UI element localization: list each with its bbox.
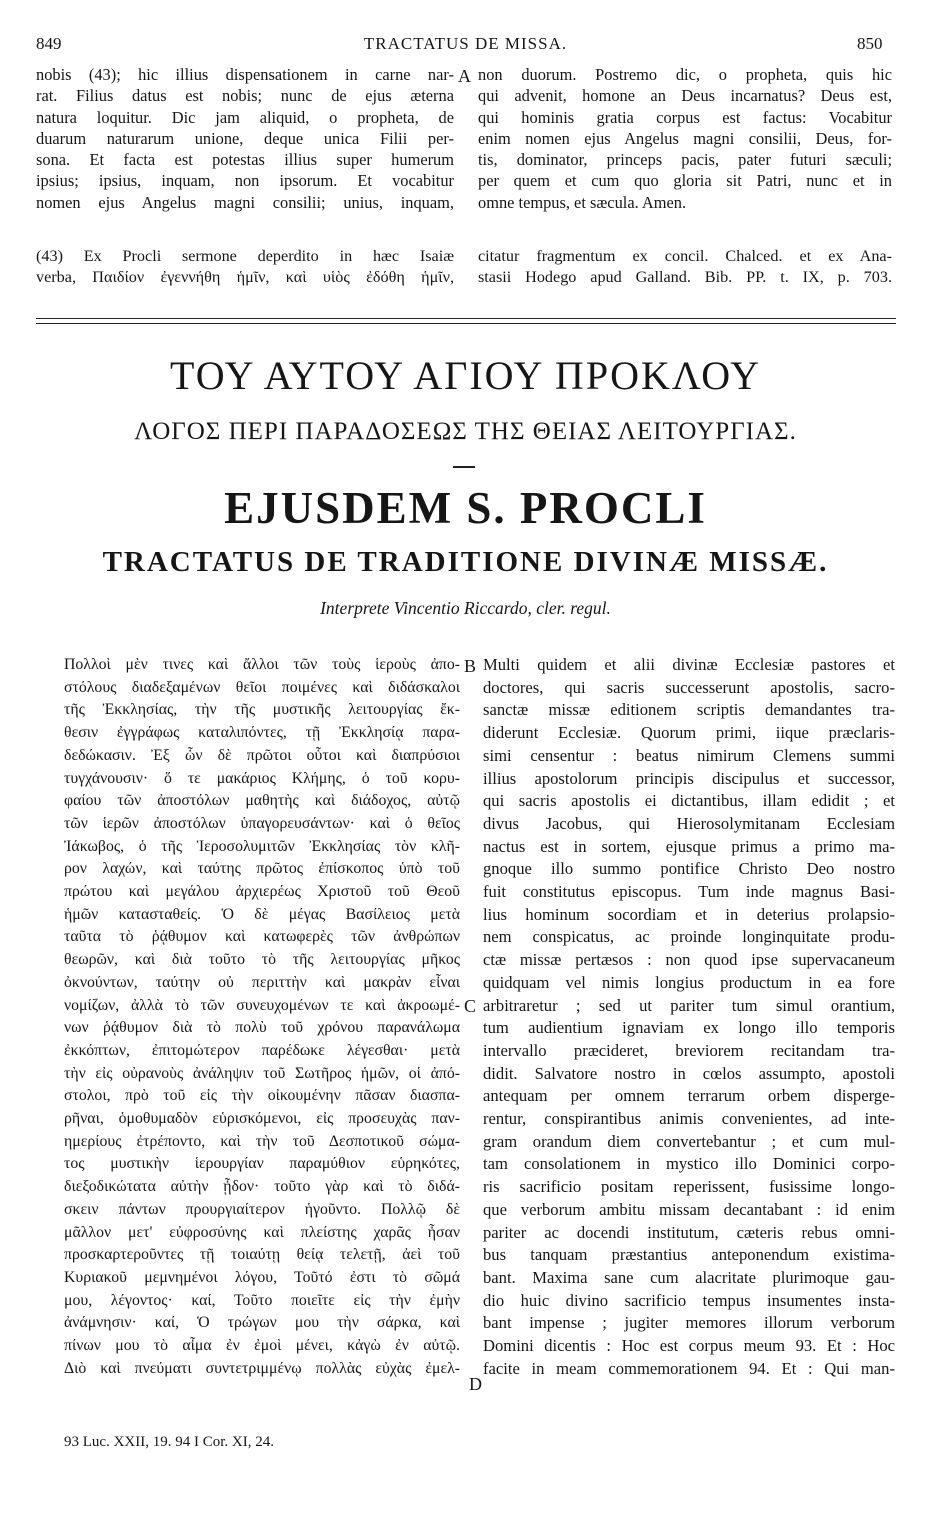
text-line: ρῆναι, ὁμοθυμαδὸν εὑρισκόμενοι, εἰς προσευχὰς παν-: [64, 1110, 460, 1128]
text-line: στολοι, πρὸ τοῦ εἰς τὴν οἰκουμένην πᾶσαν διασπα-: [64, 1087, 460, 1105]
text-line: στόλους διαδεξαμένων θεῖοι ποιμένες καὶ διδάσκαλοι: [64, 678, 460, 696]
top-footnote-left: [36, 246, 454, 288]
page-number-right: 850: [857, 34, 883, 53]
separator-rule: [36, 323, 896, 324]
text-line: que verborum ambitu missam decantabant : id enim: [483, 1199, 895, 1219]
text-line: τῆς Ἐκκλησίας, τὴν τῆς μυστικῆς λειτουργίας ἔκ-: [64, 701, 460, 719]
text-line: διεξοδικώτατα αὐτὴν ᾖδον· τοῦτο γὰρ καὶ τὸ διδά-: [64, 1178, 460, 1196]
latin-column: [483, 654, 895, 1381]
text-line: qui hominis gratia corpus est factus: Vocabitur: [478, 107, 892, 127]
text-line: μου, λέγοντος· καί, Τοῦτο ποιεῖτε εἰς τὴν ἐμὴν: [64, 1291, 460, 1309]
footnote-line: stasii Hodego apud Galland. Bib. PP. t. IX, p. 703.: [478, 268, 892, 286]
text-line: νομίζων, ἀλλὰ τὸ τῶν συνευχομένων τε καὶ ἀκροωμέ-: [64, 996, 460, 1014]
text-line: qui sacris apostolis ei dictantibus, illam edidit ; et: [483, 791, 895, 811]
latin-subtitle: TRACTATUS DE TRADITIONE DIVINÆ MISSÆ.: [102, 546, 829, 578]
text-line: omne tempus, et sæcula. Amen.: [478, 192, 687, 212]
separator-rule: [36, 318, 896, 319]
text-line: ἡμῶν κατασταθείς. Ὁ δὲ μέγας Βασίλειος μετὰ: [64, 905, 460, 923]
text-line: ημερίους ἐτρέποντο, καὶ τὴν τοῦ Δεσποτικοῦ σώμα-: [64, 1132, 460, 1150]
text-line: Διὸ καὶ πνεύματι συντετριμμένῳ πολλὰς εὐχὰς ἐμελ-: [64, 1359, 460, 1377]
text-line: σκειν πάντων προυργιαίτερον ἡγοῦντο. Πολλῷ δὲ: [64, 1200, 460, 1218]
text-line: ἐκκόπτων, ἐπιτομώτερον παρέδωκε λέγεσθαι· μετὰ: [64, 1041, 460, 1059]
text-line: φαίου τῶν ἀποστόλων μαθητὴς καὶ διάδοχος, αὐτῷ: [64, 792, 460, 810]
text-line: enim nomen ejus Angelus magni consilii, Deus, for-: [478, 128, 892, 148]
top-right-column: [478, 64, 892, 213]
text-line: pariter ac docendi institutum, cæteris rebus omni-: [483, 1222, 895, 1242]
text-line: non duorum. Postremo dic, o propheta, quis hic: [478, 65, 892, 84]
text-line: facite in meam commemorationem 94. Et : Qui man-: [483, 1358, 895, 1378]
text-line: θεσιν ἐγγράφως καταλιπόντες, τῇ Ἐκκλησίᾳ παρα-: [64, 724, 460, 742]
text-line: Κυριακοῦ μεμνημένοι λόγου, Τοῦτό ἐστι τὸ σῶμά: [64, 1268, 460, 1286]
margin-letter-a: A: [458, 66, 471, 86]
footnote-line: citatur fragmentum ex concil. Chalced. et ex Ana-: [478, 247, 892, 265]
text-line: δεδώκασιν. Ἐξ ὧν δὲ πρῶτοι οὗτοι καὶ διαπρύσιοι: [64, 746, 460, 764]
text-line: ctæ missæ pertæsos : non quod ipse supervacaneum: [483, 950, 895, 970]
text-line: illius apostolorum principis discipulus et successor,: [483, 768, 895, 788]
text-line: nomen ejus Angelus magni consilii; unius, inquam,: [36, 192, 454, 212]
footnote-line: (43) Ex Procli sermone deperdito in hæc Isaiæ: [36, 247, 454, 265]
text-line: antequam per omnem terrarum orbem disperge-: [483, 1086, 895, 1106]
text-line: duarum naturarum unione, deque unica Filii per-: [36, 128, 454, 148]
text-line: nobis (43); hic illius dispensationem in carne nar-: [36, 65, 454, 84]
text-line: μᾶλλον μετ' εὐφροσύνης καὶ πλείστης χαρᾶς ἦσαν: [64, 1223, 460, 1241]
top-footnote-right: [478, 246, 892, 288]
greek-title: ΤΟΥ ΑΥΤΟΥ ΑΓΙΟΥ ΠΡΟΚΛΟΥ: [170, 353, 761, 398]
text-line: natura loquitur. Dic jam aliquid, o propheta, de: [36, 107, 454, 127]
text-line: diderunt Ecclesiæ. Quorum primi, iique præclaris-: [483, 723, 895, 743]
title-divider: [453, 466, 475, 468]
text-line: ταῦτα τὸ ῥᾴθυμον καὶ κατωφερὲς τῶν ἀνθρώπων: [64, 928, 460, 946]
margin-letter-c: C: [464, 996, 477, 1016]
text-line: nem conspicatus, ac proinde longinquitate produ-: [483, 927, 895, 947]
text-line: divus Jacobus, qui Hierosolymitanam Ecclesiam: [483, 813, 895, 833]
text-line: tam consolationem in mystico illo Dominici corpo-: [483, 1154, 895, 1174]
running-title: TRACTATUS DE MISSA.: [363, 34, 568, 53]
text-line: bant impense ; jugiter memores illorum verborum: [483, 1313, 895, 1333]
text-line: simi censentur : beatus nimirum Clemens summi: [483, 745, 895, 765]
text-line: doctores, qui sacris successerunt apostolis, sacro-: [483, 677, 895, 697]
text-line: sona. Et facta est potestas illius super humerum: [36, 150, 454, 170]
text-line: arbitraretur ; sed ut pariter tum simul orantium,: [483, 995, 895, 1015]
text-line: ipsius; ipsius, inquam, non ipsorum. Et vocabitur: [36, 171, 454, 191]
text-line: τὴν εἰς οὐρανοὺς ἀνάληψιν τοῦ Σωτῆρος ἡμῶν, οἱ ἀπό-: [64, 1064, 460, 1082]
greek-subtitle: ΛΟΓΟΣ ΠΕΡΙ ΠΑΡΑΔΟΣΕΩΣ ΤΗΣ ΘΕΙΑΣ ΛΕΙΤΟΥΡΓΙΑΣ.: [134, 418, 797, 445]
text-line: πρώτου καὶ μεγάλου ἀρχιερέως Χριστοῦ τοῦ Θεοῦ: [64, 883, 460, 901]
margin-letter-d: D: [469, 1374, 482, 1394]
top-left-column: [36, 64, 454, 213]
text-line: πίνων μου τὸ αἷμα ἐν ἐμοὶ μένει, κἀγὼ ἐν αὐτῷ.: [64, 1337, 460, 1355]
text-line: Domini dicentis : Hoc est corpus meum 93. Et : Hoc: [483, 1336, 895, 1356]
text-line: gnoque illo summo pontifice Christo Deo nostro: [483, 859, 895, 879]
text-line: τος μυστικὴν ἱερουργίαν παραμύθιον εὑρηκότες,: [64, 1155, 460, 1173]
bottom-footnote: 93 Luc. XXII, 19. 94 I Cor. XI, 24.: [64, 1434, 274, 1450]
text-line: lius hominum socordiam et in deterius prolapsio-: [483, 904, 895, 924]
text-line: rat. Filius datus est nobis; nunc de ejus æterna: [36, 86, 454, 106]
text-line: tis, dominator, princeps pacis, pater futuri sæculi;: [478, 150, 892, 170]
text-line: nactus est in sortem, ejusque primus a primo ma-: [483, 836, 895, 856]
text-line: bant. Maxima sane cum alacritate plurimoque gau-: [483, 1267, 895, 1287]
text-line: qui advenit, homone an Deus incarnatus? Deus est,: [478, 86, 892, 106]
text-line: Multi quidem et alii divinæ Ecclesiæ pastores et: [483, 655, 895, 674]
interpreter-line: Interprete Vincentio Riccardo, cler. regul.: [320, 598, 611, 618]
text-line: rentur, conspirantibus animis convenientes, ad inte-: [483, 1109, 895, 1129]
text-line: sanctæ missæ editionem scriptis demandantes tra-: [483, 700, 895, 720]
text-line: gram orandum diem convertebantur ; et cum mul-: [483, 1131, 895, 1151]
text-line: τυγχάνουσιν· ὅ τε μακάριος Κλήμης, ὁ τοῦ κορυ-: [64, 769, 460, 787]
text-line: per quem et cum quo gloria sit Patri, nunc et in: [478, 171, 892, 191]
text-line: quidquam vel nimis longius productum in ea fore: [483, 972, 895, 992]
text-line: intervallo præcideret, breviorem recitandam tra-: [483, 1040, 895, 1060]
text-line: θεωρῶν, καὶ διὰ τοῦτο τὸ τῆς λειτουργίας μῆκος: [64, 951, 460, 969]
text-line: τῶν ἱερῶν ἀποστόλων ὑπαγορευσάντων· καὶ ὁ θεῖος: [64, 814, 460, 832]
page-number-left: 849: [36, 34, 62, 53]
text-line: ὀκνούντων, ταύτην οὐ περιττὴν καὶ μακρὰν εἶναι: [64, 973, 460, 991]
text-line: didit. Salvatore nostro in cœlos assumpto, apostoli: [483, 1063, 895, 1083]
text-line: ρον λαχών, καὶ ταύτης πρῶτος ἐπίσκοπος ὑπὸ τοῦ: [64, 860, 460, 878]
greek-column: [64, 654, 460, 1381]
text-line: tum audientium ignaviam ex longo illo temporis: [483, 1018, 895, 1038]
text-line: ris sacrificio positam reperissent, fusissime longo-: [483, 1177, 895, 1197]
text-line: fuit constitutus episcopus. Tum inde magnus Basi-: [483, 882, 895, 902]
text-line: Πολλοὶ μὲν τινες καὶ ἄλλοι τῶν τοὺς ἱεροὺς ἀπο-: [64, 656, 460, 673]
footnote-line: verba, Παιδίον ἐγεννήθη ἡμῖν, καὶ υἱὸς ἐδόθη ἡμῖν,: [36, 268, 454, 286]
text-line: προσκαρτεροῦντες τῇ τοιαύτῃ θείᾳ τελετῇ, ἀεὶ τοῦ: [64, 1246, 460, 1264]
text-line: dio huic divino sacrificio tempus insumentes insta-: [483, 1290, 895, 1310]
text-line: Ἰάκωβος, ὁ τῆς Ἱεροσολυμιτῶν Ἐκκλησίας τὸν κλῆ-: [64, 837, 460, 855]
text-line: ἀνάμνησιν· καί, Ὁ τρώγων μου τὴν σάρκα, καὶ: [64, 1314, 460, 1332]
latin-title: EJUSDEM S. PROCLI: [224, 483, 707, 533]
text-line: bus tanquam præstantius anteponendum existima-: [483, 1245, 895, 1265]
text-line: νων ῥᾴθυμον διὰ τὸ πολὺ τοῦ χρόνου παρανάλωμα: [64, 1019, 460, 1037]
margin-letter-b: B: [464, 656, 477, 676]
